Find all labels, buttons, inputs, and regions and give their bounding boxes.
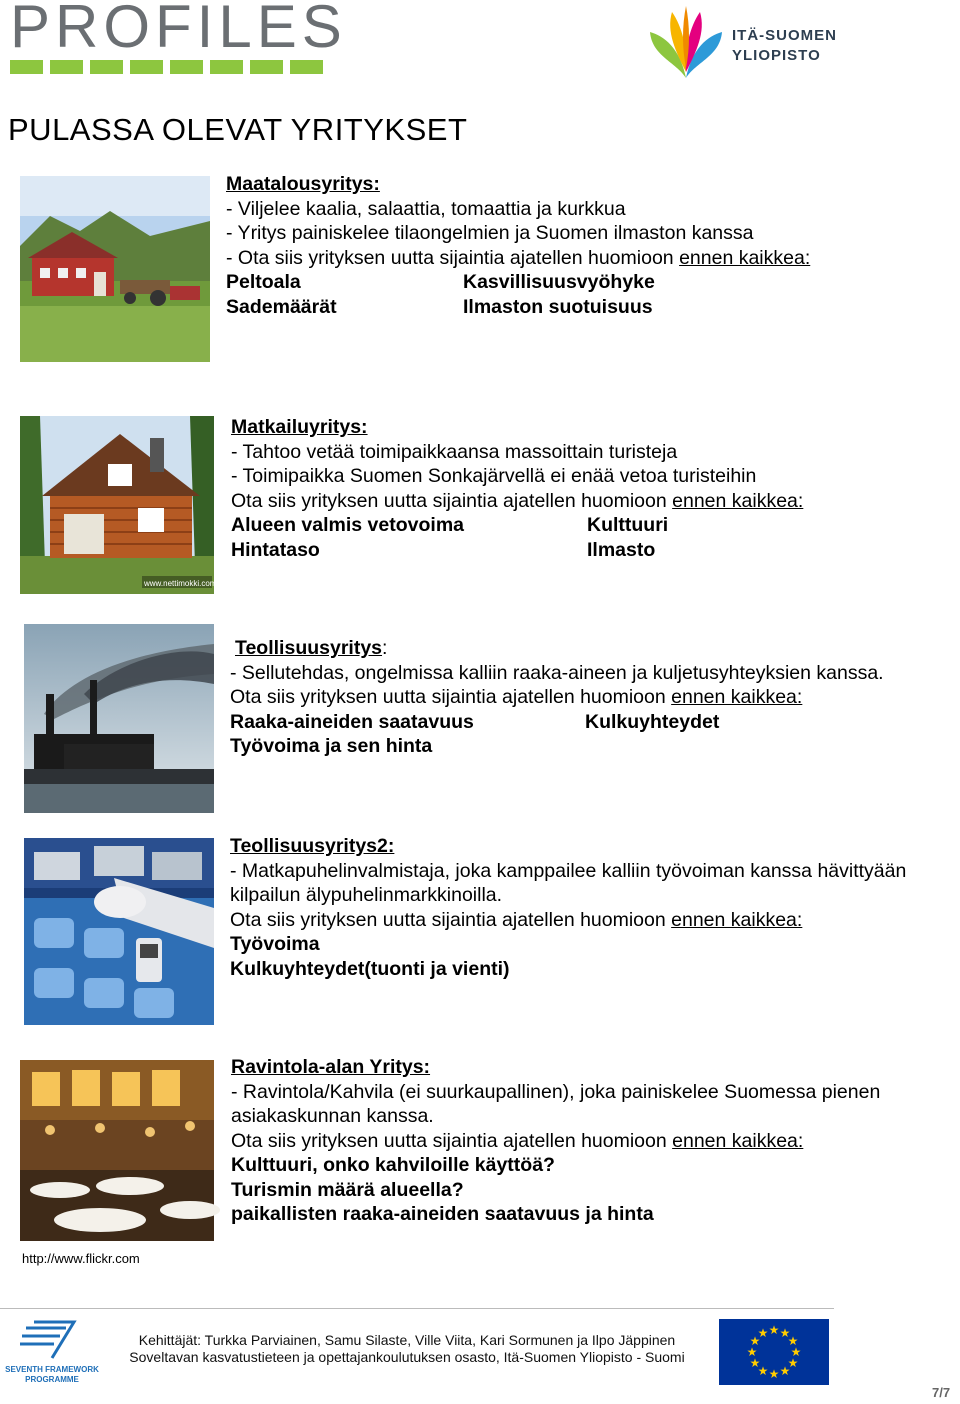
page-number: 7/7 <box>932 1385 951 1400</box>
factor-line: Kulkuyhteydet(tuonti ja vienti) <box>230 957 510 980</box>
eu-star-icon: ★ <box>749 1334 761 1348</box>
section-line: - Ravintola/Kahvila (ei suurkaupallinen), joka painiskelee Suomessa pienen asiakaskunnan kanssa. <box>231 1080 881 1127</box>
svg-text:PROGRAMME: PROGRAMME <box>25 1375 79 1384</box>
section-prompt: Ota siis yrityksen uutta sijaintia ajatellen huomioon ennen kaikkea: <box>231 489 804 512</box>
section-heading: Teollisuusyritys: <box>235 637 388 659</box>
section-prompt: - Ota siis yrityksen uutta sijaintia ajatellen huomioon ennen kaikkea: <box>226 246 811 269</box>
eu-star-icon: ★ <box>746 1345 758 1359</box>
profiles-logo <box>8 0 347 82</box>
restaurant-photo <box>20 1060 214 1241</box>
eu-star-icon: ★ <box>779 1325 791 1340</box>
uef-logo <box>646 2 846 82</box>
factor-line: Työvoima <box>230 933 320 955</box>
footer-line-2: Soveltavan kasvatustieteen ja opettajankoulutuksen osasto, Itä-Suomen Yliopisto - Suomi <box>129 1349 685 1365</box>
footer-credits <box>112 1332 702 1366</box>
section-heading: Ravintola-alan Yritys: <box>231 1056 431 1078</box>
profiles-logo-bar <box>10 60 323 74</box>
factor-line: Kulttuuri, onko kahviloille käyttöä? <box>231 1154 555 1176</box>
footer-divider <box>0 1308 834 1309</box>
section-line: - Tahtoo vetää toimipaikkaansa massoittain turisteja <box>231 440 678 463</box>
phone-factory-photo <box>24 838 214 1025</box>
profiles-logo-text: PROFILES <box>10 0 347 60</box>
uef-logo-text: ITÄ-SUOMEN YLIOPISTO <box>732 27 837 64</box>
eu-star-icon: ★ <box>787 1356 799 1370</box>
section-line: - Toimipaikka Suomen Sonkajärvellä ei enää vetoa turisteihin <box>231 465 757 487</box>
eu-star-icon: ★ <box>790 1345 802 1359</box>
factor-row: Sademäärät Ilmaston suotuisuus <box>226 295 653 318</box>
eu-flag-icon <box>719 1319 829 1385</box>
factor-row: Työvoima ja sen hinta <box>230 735 433 757</box>
footer-line-1: Kehittäjät: Turkka Parviainen, Samu Silaste, Ville Viita, Kari Sormunen ja Ilpo Jäppinen <box>138 1332 676 1348</box>
section-prompt: Ota siis yrityksen uutta sijaintia ajatellen huomioon ennen kaikkea: <box>231 1129 804 1152</box>
eu-star-icon: ★ <box>779 1364 791 1379</box>
eu-star-icon: ★ <box>768 1323 780 1337</box>
section-line: - Yritys painiskelee tilaongelmien ja Suomen ilmaston kanssa <box>226 222 754 244</box>
section-phone-maker <box>230 834 958 981</box>
section-heading: Maatalousyritys: <box>226 173 380 195</box>
factor-row: Alueen valmis vetovoima Kulttuuri <box>231 514 669 536</box>
section-line: - Viljelee kaalia, salaattia, tomaattia ja kurkkua <box>226 197 626 220</box>
page-title: PULASSA OLEVAT YRITYKSET <box>8 112 468 147</box>
section-tourism <box>231 415 803 562</box>
uef-flower-icon <box>646 2 726 82</box>
factor-row: Hintataso Ilmasto <box>231 538 656 561</box>
section-line: - Matkapuhelinvalmistaja, joka kamppailee kalliin työvoiman kanssa hävittyään kilpailun älypuhelinmarkkinoilla. <box>230 859 907 906</box>
factor-row: Peltoala Kasvillisuusvyöhyke <box>226 271 655 293</box>
farm-photo <box>20 176 210 362</box>
eu-star-icon: ★ <box>757 1325 769 1340</box>
factor-row: Raaka-aineiden saatavuus Kulkuyhteydet <box>230 710 720 733</box>
fp7-logo <box>5 1318 99 1386</box>
pulp-mill-photo <box>24 624 214 813</box>
photo-watermark: www.nettimokki.com <box>144 579 217 588</box>
eu-star-icon: ★ <box>749 1356 761 1370</box>
svg-text:SEVENTH FRAMEWORK: SEVENTH FRAMEWORK <box>5 1365 99 1374</box>
eu-star-icon: ★ <box>787 1334 799 1348</box>
section-pulp-mill <box>230 636 884 759</box>
section-farm <box>226 172 810 319</box>
cottage-photo <box>20 416 217 594</box>
eu-star-icon: ★ <box>768 1367 780 1381</box>
section-restaurant <box>231 1055 946 1227</box>
section-line: - Sellutehdas, ongelmissa kalliin raaka-aineen ja kuljetusyhteyksien kanssa. <box>230 661 884 684</box>
factor-line: Turismin määrä alueella? <box>231 1178 464 1201</box>
eu-star-icon: ★ <box>757 1364 769 1379</box>
section-prompt: Ota siis yrityksen uutta sijaintia ajatellen huomioon ennen kaikkea: <box>230 686 803 708</box>
image-credit: http://www.flickr.com <box>22 1251 140 1266</box>
factor-line: paikallisten raaka-aineiden saatavuus ja hinta <box>231 1203 654 1225</box>
section-prompt: Ota siis yrityksen uutta sijaintia ajatellen huomioon ennen kaikkea: <box>230 908 803 931</box>
section-heading: Teollisuusyritys2: <box>230 835 395 857</box>
section-heading: Matkailuyritys: <box>231 416 368 438</box>
